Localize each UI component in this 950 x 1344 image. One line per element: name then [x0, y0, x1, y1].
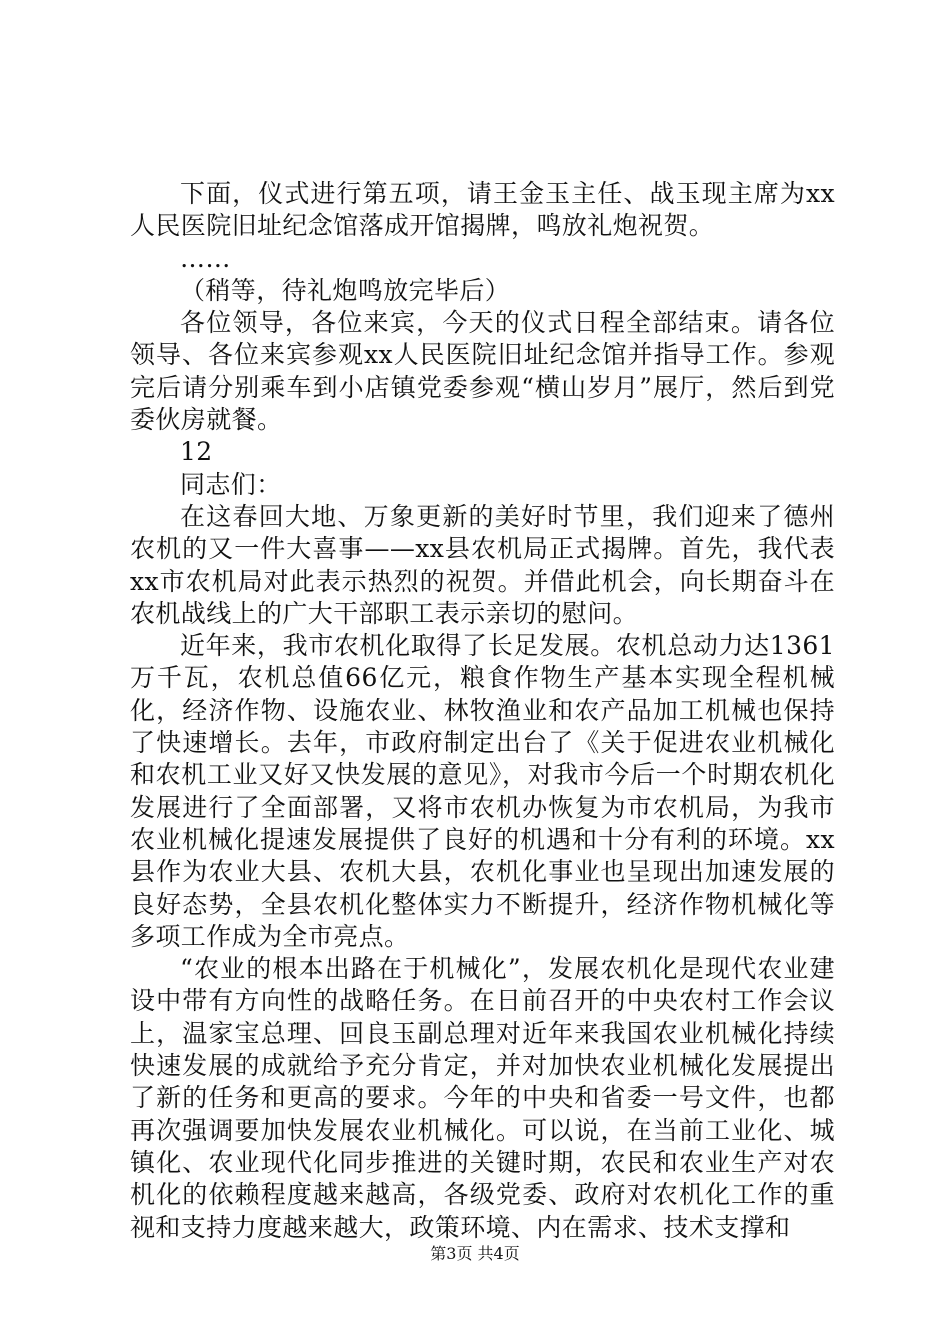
- page-footer: 第3页 共4页: [430, 1244, 520, 1263]
- paragraph-mechanization: “农业的根本出路在于机械化”，发展农机化是现代农业建设中带有方向性的战略任务。在日前召开的中央农村工作会议上，温家宝总理、回良玉副总理对近年来我国农业机械化持续快速发展的成就给予充分肯定，并对加快农业机械化发展提出了新的任务和更高的要求。今年的中央和省委一号文件，也都再次强调要加快发展农业机械化。可以说，在当前工业化、城镇化、农业现代化同步推进的关键时期，农民和农业生产对农机化的依赖程度越来越高，各级党委、政府对农机化工作的重视和支持力度越来越大，政策环境、内在需求、技术支撑和: [130, 954, 835, 1242]
- paragraph-closing-remarks: 各位领导，各位来宾，今天的仪式日程全部结束。请各位领导、各位来宾参观xx人民医院旧址纪念馆并指导工作。参观完后请分别乘车到小店镇党委参观“横山岁月”展厅，然后到党委伙房就餐。: [130, 308, 835, 435]
- paragraph-congratulations: 在这春回大地、万象更新的美好时节里，我们迎来了德州农机的又一件大喜事——xx县农机局正式揭牌。首先，我代表xx市农机局对此表示热烈的祝贺。并借此机会，向长期奋斗在农机战线上的广大干部职工表示亲切的慰问。: [130, 501, 835, 628]
- paragraph-ceremony-item-five: 下面，仪式进行第五项，请王金玉主任、战玉现主席为xx人民医院旧址纪念馆落成开馆揭牌，鸣放礼炮祝贺。: [130, 179, 835, 241]
- paragraph-section-number: 12: [180, 437, 213, 467]
- paragraph-development: 近年来，我市农机化取得了长足发展。农机总动力达1361万千瓦，农机总值66亿元，粮食作物生产基本实现全程机械化，经济作物、设施农业、林牧渔业和农产品加工机械也保持了快速增长。去年，市政府制定出台了《关于促进农业机械化和农机工业又好又快发展的意见》，对我市今后一个时期农机化发展进行了全面部署，又将市农机办恢复为市农机局，为我市农业机械化提速发展提供了良好的机遇和十分有利的环境。xx县作为农业大县、农机大县，农机化事业也呈现出加速发展的良好态势，全县农机化整体实力不断提升，经济作物机械化等多项工作成为全市亮点。: [130, 631, 835, 951]
- paragraph-salutation: 同志们：: [180, 469, 282, 499]
- paragraph-wait-note: （稍等，待礼炮鸣放完毕后）: [180, 275, 511, 305]
- paragraph-ellipsis: ……: [180, 243, 231, 273]
- document-body: [130, 178, 835, 1244]
